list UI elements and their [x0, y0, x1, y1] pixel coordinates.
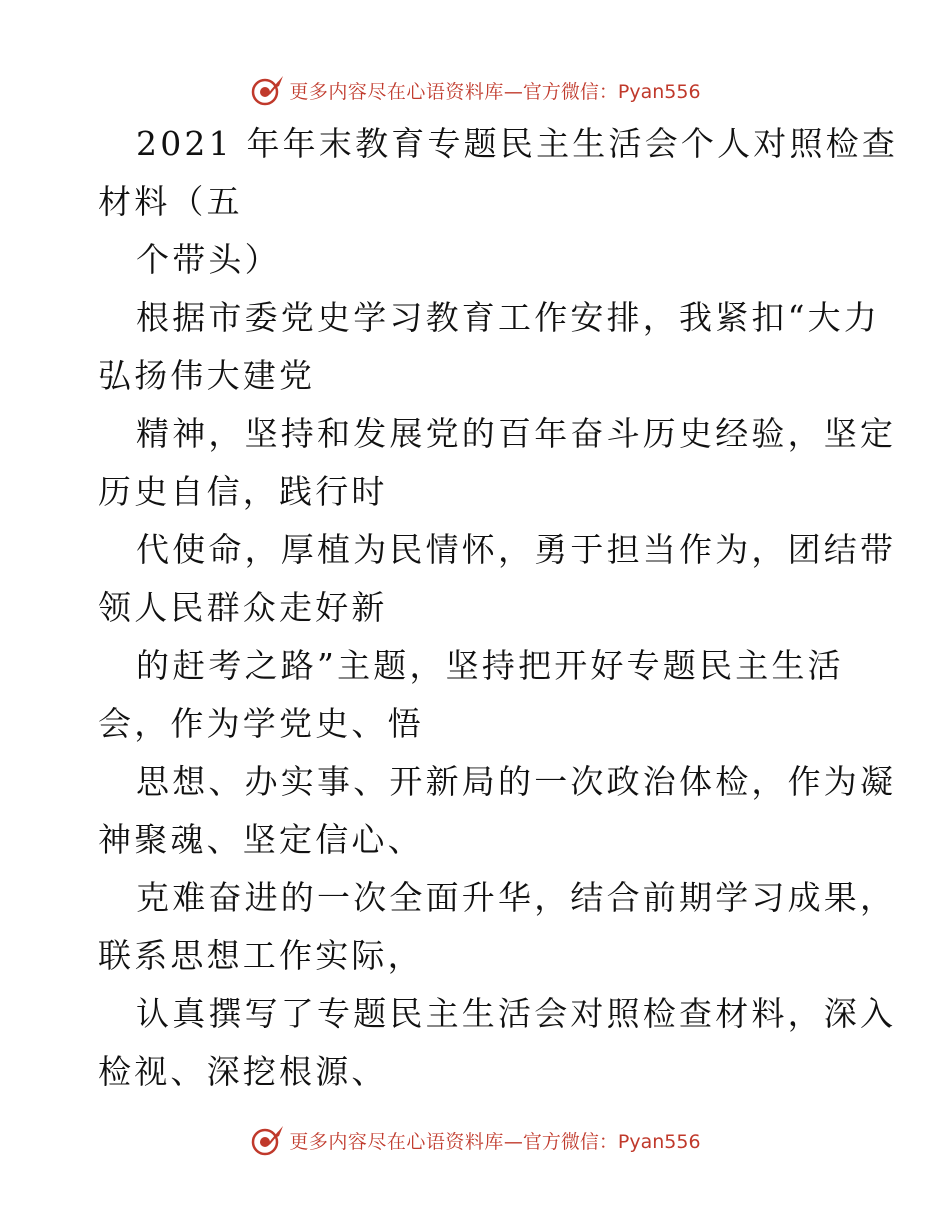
- paragraph-line: 的赶考之路”主题，坚持把开好专题民主生活: [136, 646, 844, 685]
- quill-logo-icon: [249, 72, 285, 108]
- paragraph-line: 历史自信，践行时: [98, 472, 388, 511]
- watermark-brand-text: 更多内容尽在心语资料库: [289, 1130, 504, 1153]
- title-line-3: 个带头）: [136, 240, 281, 279]
- paragraph-line: 神聚魂、坚定信心、: [98, 820, 424, 859]
- paragraph-line: 检视、深挖根源、: [98, 1052, 388, 1091]
- paragraph-line: 弘扬伟大建党: [98, 356, 316, 395]
- paragraph-line: 领人民群众走好新: [98, 588, 388, 627]
- paragraph-line: 精神，坚持和发展党的百年奋斗历史经验，坚定: [136, 414, 897, 453]
- document-body: [98, 118, 899, 1104]
- quill-logo-icon: [249, 1122, 285, 1158]
- watermark-wechat-text: —官方微信：Pyan556: [503, 1130, 701, 1153]
- watermark-wechat-text: —官方微信：Pyan556: [503, 80, 701, 103]
- watermark-brand-text: 更多内容尽在心语资料库: [289, 80, 504, 103]
- paragraph-line: 会，作为学党史、悟: [98, 704, 424, 743]
- paragraph-line: 根据市委党史学习教育工作安排，我紧扣“大力: [136, 298, 881, 337]
- title-line-2: 材料（五: [98, 182, 243, 221]
- paragraph-line: 克难奋进的一次全面升华，结合前期学习成果，: [136, 878, 897, 917]
- title-line-1: 2021 年年末教育专题民主生活会个人对照检查: [136, 124, 899, 163]
- header-watermark: [0, 70, 950, 110]
- paragraph-line: 认真撰写了专题民主生活会对照检查材料，深入: [136, 994, 897, 1033]
- paragraph-line: 联系思想工作实际，: [98, 936, 424, 975]
- paragraph-line: 代使命，厚植为民情怀，勇于担当作为，团结带: [136, 530, 897, 569]
- footer-watermark: [0, 1120, 950, 1160]
- paragraph-line: 思想、办实事、开新局的一次政治体检，作为凝: [136, 762, 897, 801]
